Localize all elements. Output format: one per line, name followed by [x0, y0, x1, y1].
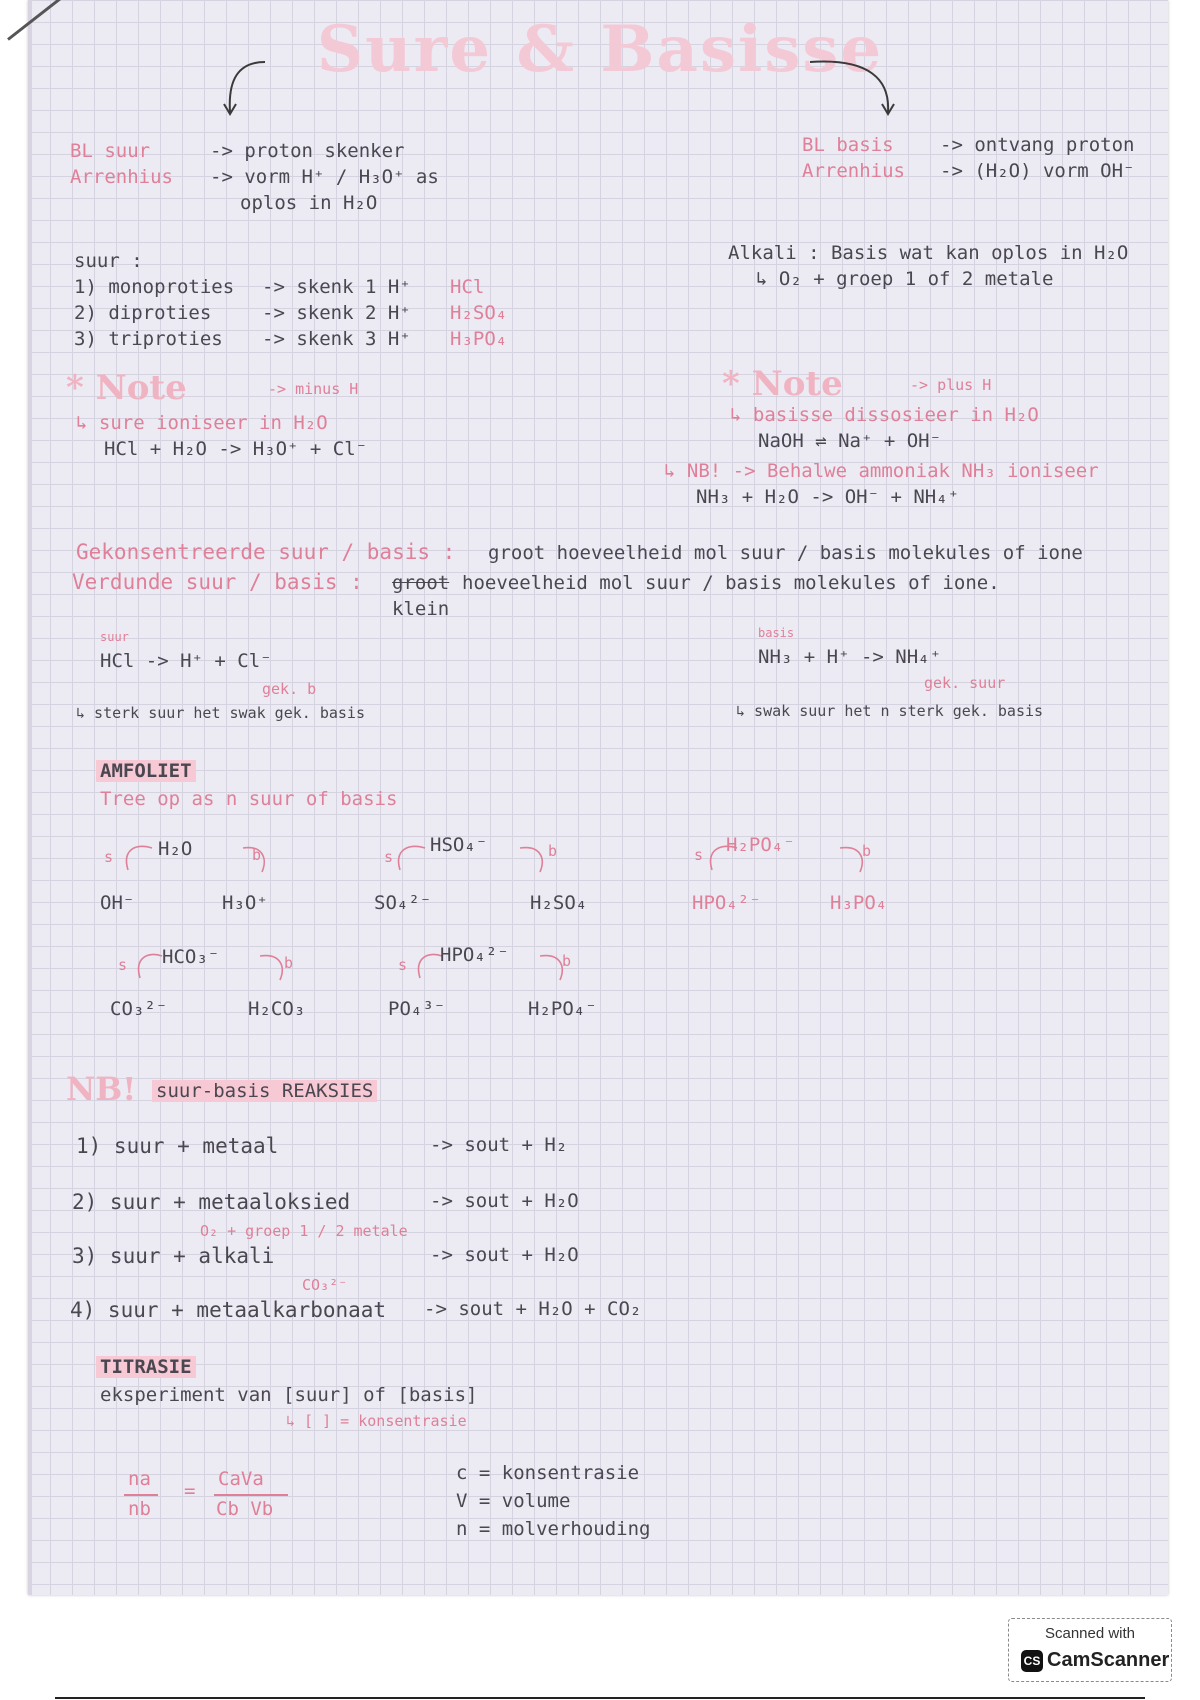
amfoliet-left: HPO₄²⁻ — [692, 892, 761, 914]
legend-item: V = volume — [456, 1490, 571, 1512]
concentrated-definition: groot hoeveelheid mol suur / basis molekules of ione — [488, 542, 1083, 564]
amfoliet-center: H₂PO₄⁻ — [726, 834, 795, 856]
amfoliet-s-label: s — [104, 848, 114, 866]
reactions-heading: suur-basis REAKSIES — [152, 1080, 377, 1102]
amfoliet-right: H₂CO₃ — [248, 998, 306, 1020]
reaction-rhs: -> sout + H₂O — [430, 1244, 579, 1266]
amfoliet-right: H₂PO₄⁻ — [528, 998, 597, 1020]
dilute-term: Verdunde suur / basis : — [72, 570, 363, 594]
suur-type-name: 3) triproties — [74, 328, 223, 350]
amfoliet-heading: AMFOLIET — [96, 760, 196, 782]
alkali-line-2: ↳ O₂ + groep 1 of 2 metale — [756, 268, 1054, 290]
fraction-left-numerator: na — [128, 1468, 151, 1490]
note-right-line3: ↳ NB! -> Behalwe ammoniak NH₃ ioniseer — [664, 460, 1099, 482]
bl-suur-term: BL suur — [70, 140, 151, 162]
amfoliet-center: HSO₄⁻ — [430, 834, 488, 856]
legend-item: c = konsentrasie — [456, 1462, 640, 1484]
amfoliet-b-label: b — [548, 842, 558, 860]
note-right-line1: ↳ basisse dissosieer in H₂O — [730, 404, 1039, 426]
amfoliet-b-label: b — [252, 846, 262, 864]
note-right-aside: -> plus H — [910, 376, 992, 394]
bl-basis-term: BL basis — [802, 134, 894, 156]
reaction-lhs: 4) suur + metaalkarbonaat — [70, 1298, 387, 1322]
note-left-label: * Note — [66, 368, 187, 408]
camscanner-badge — [1008, 1618, 1172, 1682]
example-left-subscript: gek. b — [262, 680, 317, 698]
concentrated-term: Gekonsentreerde suur / basis : — [76, 540, 456, 564]
reaction-alkali-note: O₂ + groep 1 / 2 metale — [200, 1222, 408, 1240]
dilute-definition: hoeveelheid mol suur / basis molekules of ione. — [462, 572, 1000, 594]
titrasie-description: eksperiment van [suur] of [basis] — [100, 1384, 478, 1406]
camscanner-icon: CS — [1021, 1650, 1043, 1672]
titrasie-bracket-note: ↳ [ ] = konsentrasie — [286, 1412, 467, 1430]
suur-type-name: 2) diproties — [74, 302, 212, 324]
amfoliet-left: SO₄²⁻ — [374, 892, 432, 914]
suur-type-formula: H₂SO₄ — [450, 302, 508, 324]
suur-heading: suur : — [74, 250, 143, 272]
amfoliet-s-label: s — [398, 956, 408, 974]
fraction-right-denominator: Cb Vb — [216, 1498, 274, 1520]
note-left-aside: -> minus H — [268, 380, 359, 398]
amfoliet-center: H₂O — [158, 838, 193, 860]
bl-suur-def: -> proton skenker — [210, 140, 405, 162]
reaction-lhs: 1) suur + metaal — [76, 1134, 279, 1158]
fraction-left-denominator: nb — [128, 1498, 151, 1520]
example-right-equation: NH₃ + H⁺ -> NH₄⁺ — [758, 646, 942, 668]
amfoliet-right: H₃PO₄ — [830, 892, 888, 914]
amfoliet-description: Tree op as n suur of basis — [100, 788, 398, 810]
fraction-right-numerator: CaVa — [218, 1468, 264, 1490]
arrenhius-basis-term: Arrenhius — [802, 160, 905, 182]
example-right-label: basis — [758, 626, 795, 640]
amfoliet-b-label: b — [562, 952, 572, 970]
note-right-label: * Note — [722, 364, 843, 404]
reaction-lhs: 3) suur + alkali — [72, 1244, 275, 1268]
scanner-brand-row — [1021, 1649, 1169, 1672]
bl-basis-def: -> ontvang proton — [940, 134, 1135, 156]
scanner-caption: Scanned with — [1044, 1625, 1136, 1642]
example-left-equation: HCl -> H⁺ + Cl⁻ — [100, 650, 272, 672]
fraction-right-bar — [214, 1494, 288, 1496]
bottom-rule — [55, 1697, 1145, 1699]
arrenhius-suur-def-cont: oplos in H₂O — [240, 192, 378, 214]
arrenhius-suur-term: Arrenhius — [70, 166, 173, 188]
suur-type-desc: -> skenk 3 H⁺ — [262, 328, 411, 350]
note-right-line4: NH₃ + H₂O -> OH⁻ + NH₄⁺ — [696, 486, 960, 508]
amfoliet-s-label: s — [384, 848, 394, 866]
fraction-equals: = — [184, 1480, 196, 1502]
page-title: Sure & Basisse — [316, 12, 884, 87]
suur-type-desc: -> skenk 1 H⁺ — [262, 276, 411, 298]
reaction-lhs: 2) suur + metaaloksied — [72, 1190, 351, 1214]
dilute-struck-word: groot — [392, 572, 450, 594]
note-left-line2: HCl + H₂O -> H₃O⁺ + Cl⁻ — [104, 438, 368, 460]
note-right-line2: NaOH ⇌ Na⁺ + OH⁻ — [758, 430, 942, 452]
suur-type-desc: -> skenk 2 H⁺ — [262, 302, 411, 324]
fraction-left-bar — [124, 1494, 158, 1496]
amfoliet-center: HPO₄²⁻ — [440, 944, 509, 966]
example-right-note: ↳ swak suur het n sterk gek. basis — [736, 702, 1044, 720]
reactions-nb: NB! — [66, 1070, 137, 1108]
alkali-line-1: Alkali : Basis wat kan oplos in H₂O — [728, 242, 1129, 264]
suur-type-formula: H₃PO₄ — [450, 328, 508, 350]
example-left-note: ↳ sterk suur het swak gek. basis — [76, 704, 365, 722]
example-left-label: suur — [100, 630, 129, 644]
note-left-line1: ↳ sure ioniseer in H₂O — [76, 412, 328, 434]
reaction-rhs: -> sout + H₂ — [430, 1134, 568, 1156]
legend-item: n = molverhouding — [456, 1518, 651, 1540]
suur-type-formula: HCl — [450, 276, 485, 298]
amfoliet-right: H₂SO₄ — [530, 892, 588, 914]
reaction-rhs: -> sout + H₂O — [430, 1190, 579, 1212]
amfoliet-center: HCO₃⁻ — [162, 946, 220, 968]
amfoliet-left: CO₃²⁻ — [110, 998, 168, 1020]
amfoliet-b-label: b — [284, 954, 294, 972]
titrasie-heading: TITRASIE — [96, 1356, 196, 1378]
amfoliet-right: H₃O⁺ — [222, 892, 268, 914]
amfoliet-s-label: s — [118, 956, 128, 974]
reaction-carbonate-note: CO₃²⁻ — [302, 1276, 348, 1294]
amfoliet-left: PO₄³⁻ — [388, 998, 446, 1020]
scanner-brand: CamScanner — [1047, 1649, 1170, 1671]
suur-type-name: 1) monoproties — [74, 276, 235, 298]
amfoliet-b-label: b — [862, 842, 872, 860]
amfoliet-left: OH⁻ — [100, 892, 135, 914]
reaction-rhs: -> sout + H₂O + CO₂ — [424, 1298, 642, 1320]
arrenhius-basis-def: -> (H₂O) vorm OH⁻ — [940, 160, 1135, 182]
dilute-correction: klein — [392, 598, 450, 620]
amfoliet-s-label: s — [694, 846, 704, 864]
arrenhius-suur-def: -> vorm H⁺ / H₃O⁺ as — [210, 166, 439, 188]
example-right-subscript: gek. suur — [924, 674, 1006, 692]
